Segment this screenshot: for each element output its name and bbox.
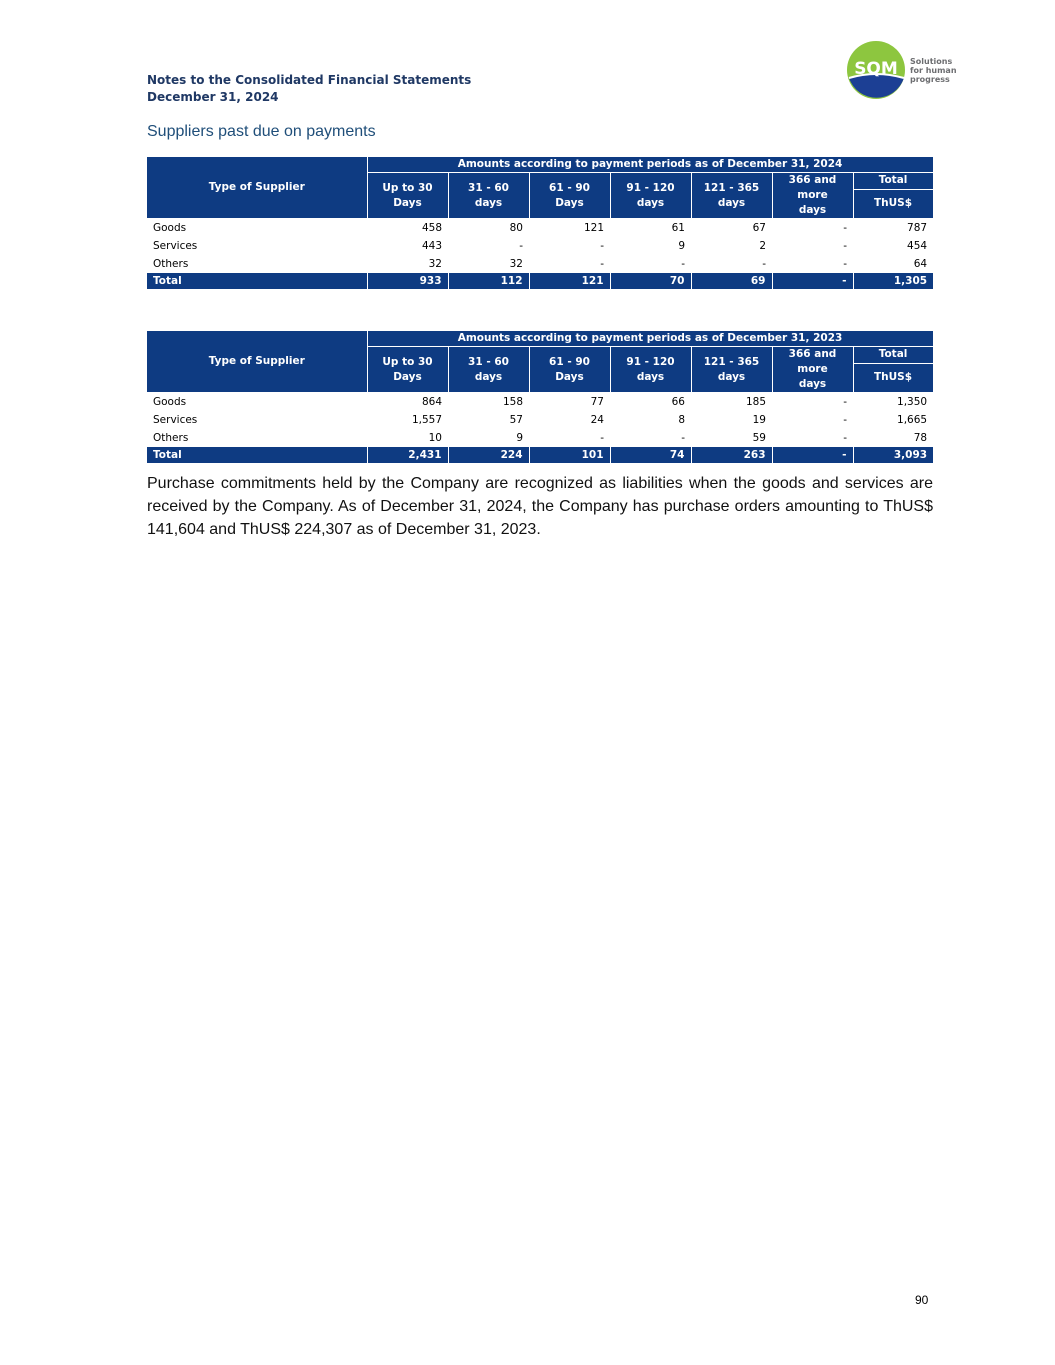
col-header-total: Total [853,173,933,190]
col-header-91-120: 91 - 120 days [610,347,691,393]
table-row: Services 443 - - 9 2 - 454 [153,240,928,252]
col-header-121-365: 121 - 365 days [691,173,772,219]
col-header-61-90: 61 - 90 Days [529,347,610,393]
type-of-supplier-header: Type of Supplier [147,331,367,393]
suppliers-table-2024 [147,156,934,289]
col-header-unit: ThUS$ [853,363,933,392]
col-header-31-60: 31 - 60 days [448,347,529,393]
period-header: Amounts according to payment periods as of December 31, 2024 [367,157,933,173]
col-header-121-365: 121 - 365 days [691,347,772,393]
col-header-up-to-30: Up to 30 Days [367,347,448,393]
col-header-366-more: 366 and more days [772,173,853,219]
table-row: Goods 458 80 121 61 67 - 787 [153,222,928,234]
type-of-supplier-header: Type of Supplier [147,157,367,219]
period-header: Amounts according to payment periods as of December 31, 2023 [367,331,933,347]
col-header-61-90: 61 - 90 Days [529,173,610,219]
suppliers-table-2023 [147,330,934,463]
section-title: Suppliers past due on payments [147,123,376,140]
purchase-commitments-paragraph: Purchase commitments held by the Company are recognized as liabilities when the goods and services are received by the Company. As of December 31, 2024, the Company has purchase orders amounting to ThUS$ 141,604 and ThUS$ 224,307 as of December 31, 2023. [147,475,933,538]
col-header-total: Total [853,347,933,364]
page-number: 90 [915,1293,929,1307]
logo-text: SQM [854,59,898,79]
total-row: Total 933 112 121 70 69 - 1,305 [147,273,933,289]
table-row: Services 1,557 57 24 8 19 - 1,665 [153,414,928,426]
sqm-logo-mark [846,40,908,100]
col-header-91-120: 91 - 120 days [610,173,691,219]
col-header-31-60: 31 - 60 days [448,173,529,219]
col-header-unit: ThUS$ [853,189,933,218]
col-header-366-more: 366 and more days [772,347,853,393]
table-row: Goods 864 158 77 66 185 - 1,350 [153,396,928,408]
col-header-up-to-30: Up to 30 Days [367,173,448,219]
logo-tagline: Solutions for human progress [910,57,957,84]
sqm-logo [846,40,966,100]
document-header [147,72,471,106]
table-row: Others 10 9 - - 59 - 78 [153,432,928,444]
header-title: Notes to the Consolidated Financial Statements [147,73,472,87]
table-row: Others 32 32 - - - - 64 [153,258,928,270]
total-row: Total 2,431 224 101 74 263 - 3,093 [147,447,933,463]
header-date: December 31, 2024 [147,90,279,104]
